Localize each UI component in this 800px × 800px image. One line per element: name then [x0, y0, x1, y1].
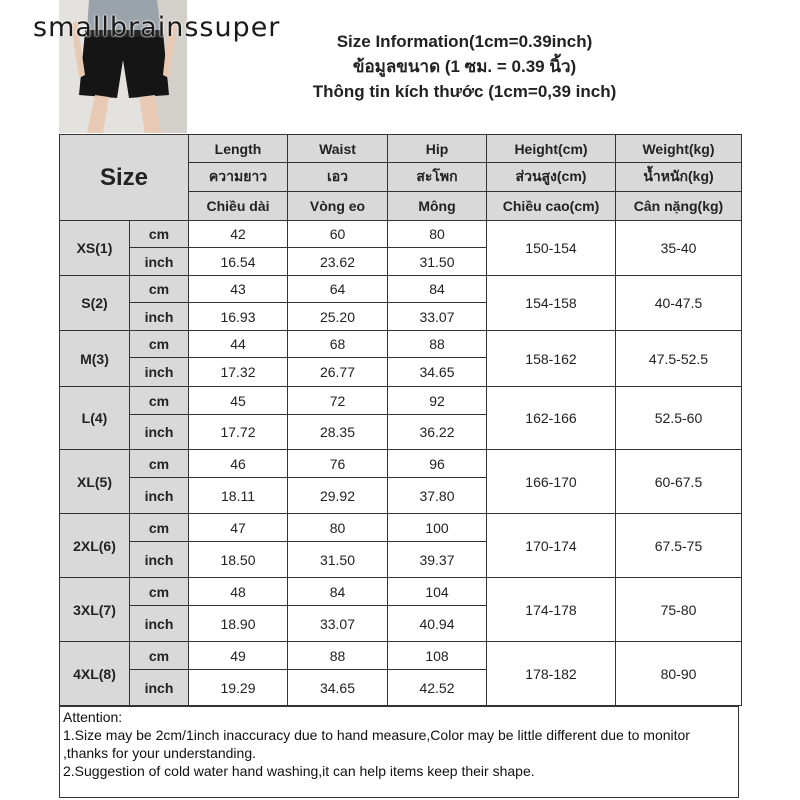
- measurement-cell: 17.32: [189, 358, 288, 387]
- column-header-th: น้ำหนัก(kg): [616, 163, 742, 192]
- height-range-cell: 162-166: [487, 387, 616, 450]
- weight-range-cell: 40-47.5: [616, 276, 742, 331]
- unit-label: cm: [130, 514, 189, 542]
- measurement-cell: 45: [189, 387, 288, 415]
- unit-label: inch: [130, 415, 189, 450]
- measurement-cell: 18.50: [189, 542, 288, 578]
- measurement-cell: 19.29: [189, 670, 288, 706]
- weight-range-cell: 80-90: [616, 642, 742, 706]
- size-row-cm: [60, 450, 742, 478]
- unit-label: inch: [130, 478, 189, 514]
- measurement-cell: 23.62: [288, 248, 388, 276]
- measurement-cell: 68: [288, 331, 388, 358]
- measurement-cell: 46: [189, 450, 288, 478]
- size-label: XL(5): [60, 450, 130, 514]
- measurement-cell: 17.72: [189, 415, 288, 450]
- unit-label: cm: [130, 331, 189, 358]
- weight-range-cell: 35-40: [616, 221, 742, 276]
- height-range-cell: 150-154: [487, 221, 616, 276]
- measurement-cell: 26.77: [288, 358, 388, 387]
- column-header-th: สะโพก: [388, 163, 487, 192]
- measurement-cell: 47: [189, 514, 288, 542]
- height-range-cell: 158-162: [487, 331, 616, 387]
- column-header-vi: Mông: [388, 192, 487, 221]
- header-line-thai: ข้อมูลขนาด (1 ซม. = 0.39 นิ้ว): [352, 57, 577, 76]
- weight-range-cell: 75-80: [616, 578, 742, 642]
- unit-label: cm: [130, 450, 189, 478]
- measurement-cell: 33.07: [388, 303, 487, 331]
- measurement-cell: 28.35: [288, 415, 388, 450]
- measurement-cell: 36.22: [388, 415, 487, 450]
- column-header-en: Length: [189, 135, 288, 163]
- measurement-cell: 31.50: [288, 542, 388, 578]
- measurement-cell: 60: [288, 221, 388, 248]
- measurement-cell: 31.50: [388, 248, 487, 276]
- note-line-1: 1.Size may be 2cm/1inch inaccuracy due to hand measure,Color may be little different due to monitor: [63, 727, 690, 743]
- weight-range-cell: 60-67.5: [616, 450, 742, 514]
- attention-note: [59, 706, 739, 798]
- column-header-th: ส่วนสูง(cm): [487, 163, 616, 192]
- measurement-cell: 16.93: [189, 303, 288, 331]
- size-row-cm: [60, 578, 742, 606]
- size-label: XS(1): [60, 221, 130, 276]
- height-range-cell: 166-170: [487, 450, 616, 514]
- measurement-cell: 49: [189, 642, 288, 670]
- measurement-cell: 40.94: [388, 606, 487, 642]
- size-row-cm: [60, 514, 742, 542]
- measurement-cell: 76: [288, 450, 388, 478]
- measurement-cell: 44: [189, 331, 288, 358]
- measurement-cell: 25.20: [288, 303, 388, 331]
- unit-label: inch: [130, 606, 189, 642]
- unit-label: cm: [130, 578, 189, 606]
- unit-label: inch: [130, 670, 189, 706]
- height-range-cell: 154-158: [487, 276, 616, 331]
- unit-label: cm: [130, 221, 189, 248]
- measurement-cell: 42.52: [388, 670, 487, 706]
- measurement-cell: 33.07: [288, 606, 388, 642]
- measurement-cell: 43: [189, 276, 288, 303]
- note-line-3: 2.Suggestion of cold water hand washing,it can help items keep their shape.: [63, 763, 535, 779]
- size-table: [59, 134, 742, 706]
- measurement-cell: 88: [288, 642, 388, 670]
- measurement-cell: 84: [388, 276, 487, 303]
- measurement-cell: 104: [388, 578, 487, 606]
- height-range-cell: 174-178: [487, 578, 616, 642]
- watermark-text: smallbrainssuper: [33, 12, 281, 43]
- header-line-english: Size Information(1cm=0.39inch): [336, 32, 593, 51]
- measurement-cell: 37.80: [388, 478, 487, 514]
- unit-label: inch: [130, 303, 189, 331]
- column-header-th: ความยาว: [189, 163, 288, 192]
- size-row-cm: [60, 642, 742, 670]
- unit-label: cm: [130, 642, 189, 670]
- measurement-cell: 80: [288, 514, 388, 542]
- measurement-cell: 92: [388, 387, 487, 415]
- measurement-cell: 100: [388, 514, 487, 542]
- header-line-vietnamese: Thông tin kích thước (1cm=0,39 inch): [312, 82, 617, 101]
- column-header-en: Hip: [388, 135, 487, 163]
- column-header-vi: Chiều dài: [189, 192, 288, 221]
- unit-label: cm: [130, 276, 189, 303]
- measurement-cell: 64: [288, 276, 388, 303]
- size-label: 4XL(8): [60, 642, 130, 706]
- size-row-cm: [60, 221, 742, 248]
- size-label: M(3): [60, 331, 130, 387]
- measurement-cell: 18.90: [189, 606, 288, 642]
- height-range-cell: 170-174: [487, 514, 616, 578]
- unit-label: inch: [130, 358, 189, 387]
- measurement-cell: 96: [388, 450, 487, 478]
- measurement-cell: 48: [189, 578, 288, 606]
- measurement-cell: 84: [288, 578, 388, 606]
- measurement-cell: 80: [388, 221, 487, 248]
- height-range-cell: 178-182: [487, 642, 616, 706]
- measurement-cell: 88: [388, 331, 487, 358]
- size-column-header: Size: [60, 135, 189, 221]
- size-label: L(4): [60, 387, 130, 450]
- unit-label: inch: [130, 248, 189, 276]
- header-row-en: [60, 135, 742, 163]
- measurement-cell: 72: [288, 387, 388, 415]
- weight-range-cell: 52.5-60: [616, 387, 742, 450]
- measurement-cell: 39.37: [388, 542, 487, 578]
- size-label: S(2): [60, 276, 130, 331]
- column-header-en: Weight(kg): [616, 135, 742, 163]
- size-label: 2XL(6): [60, 514, 130, 578]
- measurement-cell: 18.11: [189, 478, 288, 514]
- size-row-cm: [60, 331, 742, 358]
- measurement-cell: 42: [189, 221, 288, 248]
- column-header-en: Height(cm): [487, 135, 616, 163]
- note-line-2: ,thanks for your understanding.: [63, 745, 257, 761]
- measurement-cell: 16.54: [189, 248, 288, 276]
- unit-label: cm: [130, 387, 189, 415]
- measurement-cell: 34.65: [388, 358, 487, 387]
- column-header-th: เอว: [288, 163, 388, 192]
- column-header-vi: Vòng eo: [288, 192, 388, 221]
- column-header-vi: Cân nặng(kg): [616, 192, 742, 221]
- measurement-cell: 29.92: [288, 478, 388, 514]
- column-header-en: Waist: [288, 135, 388, 163]
- note-title: Attention:: [63, 709, 123, 725]
- size-row-cm: [60, 387, 742, 415]
- column-header-vi: Chiều cao(cm): [487, 192, 616, 221]
- measurement-cell: 108: [388, 642, 487, 670]
- weight-range-cell: 67.5-75: [616, 514, 742, 578]
- size-row-cm: [60, 276, 742, 303]
- unit-label: inch: [130, 542, 189, 578]
- size-label: 3XL(7): [60, 578, 130, 642]
- measurement-cell: 34.65: [288, 670, 388, 706]
- weight-range-cell: 47.5-52.5: [616, 331, 742, 387]
